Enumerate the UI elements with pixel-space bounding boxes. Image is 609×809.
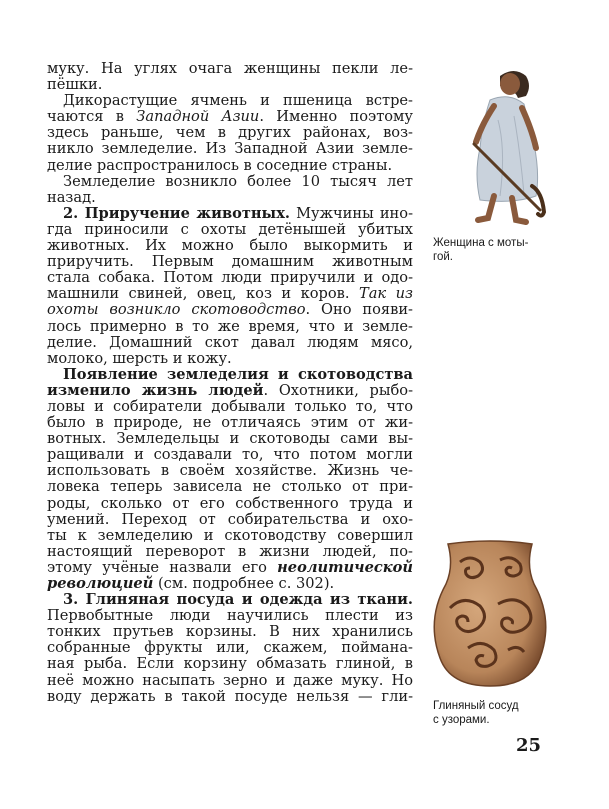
text-line: приручить. Первым домашним животным xyxy=(47,253,413,271)
page-number: 25 xyxy=(516,735,542,756)
text-line: ращивали и создавали то, что потом могли xyxy=(47,446,413,464)
text-line: тонких прутьев корзины. В них хранились xyxy=(47,623,413,641)
text-line: никло земледелие. Из Западной Азии земле- xyxy=(47,140,413,158)
text-line: 2. Приручение животных. Мужчины ино- xyxy=(63,204,413,222)
text-line: использовать в своём хозяйстве. Жизнь че- xyxy=(47,462,413,480)
text-line: пёшки. xyxy=(47,76,103,94)
text-line: воду держать в такой посуде нельзя — гли- xyxy=(47,687,413,705)
clay-pot-illustration xyxy=(428,538,553,688)
paragraph xyxy=(47,93,413,173)
text-line: машнили свиней, овец, коз и коров. Так из xyxy=(47,285,413,303)
text-line: изменило жизнь людей. Охотники, рыбо- xyxy=(47,381,413,399)
term-highlight: революцией xyxy=(47,575,154,592)
text-line: собранные фрукты или, скажем, поймана- xyxy=(47,639,413,657)
main-text-column xyxy=(47,61,413,705)
text-line: Земледелие возникло более 10 тысяч лет xyxy=(63,172,413,190)
text-line: здесь раньше, чем в других районах, воз- xyxy=(47,124,413,142)
woman-with-hoe-illustration xyxy=(428,60,558,230)
text-line: Первобытные люди научились плести из xyxy=(47,607,413,625)
text-line: неё можно насыпать зерно и даже муку. Но xyxy=(47,671,413,689)
section-2 xyxy=(47,206,413,367)
bold-term: изменило жизнь людей xyxy=(47,381,264,399)
text-line: настоящий переворот в жизни людей, по- xyxy=(47,542,413,560)
text-line: муку. На углях очага женщины пекли ле- xyxy=(47,60,413,77)
woman-caption: Женщина с моты- гой. xyxy=(433,237,529,263)
text-line: делие распространилось в соседние страны. xyxy=(47,156,393,174)
paragraph xyxy=(47,367,413,592)
section-3 xyxy=(47,592,413,705)
text-line: гда приносили с охоты детёнышей убитых xyxy=(47,220,413,238)
paragraph xyxy=(47,61,413,93)
section-heading: 3. Глиняная посуда и одежда из ткани. xyxy=(63,591,413,609)
text-line: делие. Домашний скот давал людям мясо, xyxy=(47,333,413,351)
text-line: молоко, шерсть и кожу. xyxy=(47,349,232,367)
italic-term: охоты возникло скотоводство xyxy=(47,301,306,319)
section-heading: 2. Приручение животных. xyxy=(63,204,290,222)
text-line: чаются в Западной Азии. Именно поэтому xyxy=(47,108,413,126)
term-highlight: неолитической xyxy=(277,558,413,576)
pot-caption: Глиняный сосуд с узорами. xyxy=(433,700,519,726)
text-line: революцией (см. подробнее с. 302). xyxy=(47,575,335,592)
italic-term: Так из xyxy=(359,285,413,303)
text-line: стала собака. Потом люди приручили и одо- xyxy=(47,269,413,287)
text-line: животных. Их можно было выкормить и xyxy=(47,237,413,255)
text-line: ловека теперь зависела не столько от при- xyxy=(47,478,413,496)
text-line: Появление земледелия и скотоводства xyxy=(63,365,413,383)
paragraph xyxy=(47,174,413,206)
text-line: охоты возникло скотоводство. Оно появи- xyxy=(47,301,413,319)
text-line: было в природе, не отличаясь этим от жи- xyxy=(47,414,413,432)
text-line: Дикорастущие ячмень и пшеница встре- xyxy=(63,92,413,110)
text-line: умений. Переход от собирательства и охо- xyxy=(47,510,413,528)
text-line: назад. xyxy=(47,188,96,206)
text-line: ловы и собиратели добывали только то, что xyxy=(47,397,413,415)
text-line: этому учёные назвали его неолитической xyxy=(47,558,413,576)
italic-term: Западной Азии xyxy=(136,108,260,126)
text-line: роды, сколько от его собственного труда и xyxy=(47,494,413,512)
text-line: лось примерно в то же время, что и земле- xyxy=(47,317,413,335)
text-line: вотных. Земледельцы и скотоводы сами вы- xyxy=(47,430,413,448)
text-line: ная рыба. Если корзину обмазать глиной, в xyxy=(47,655,413,673)
text-line: ты к земледелию и скотоводству совершил xyxy=(47,526,413,544)
